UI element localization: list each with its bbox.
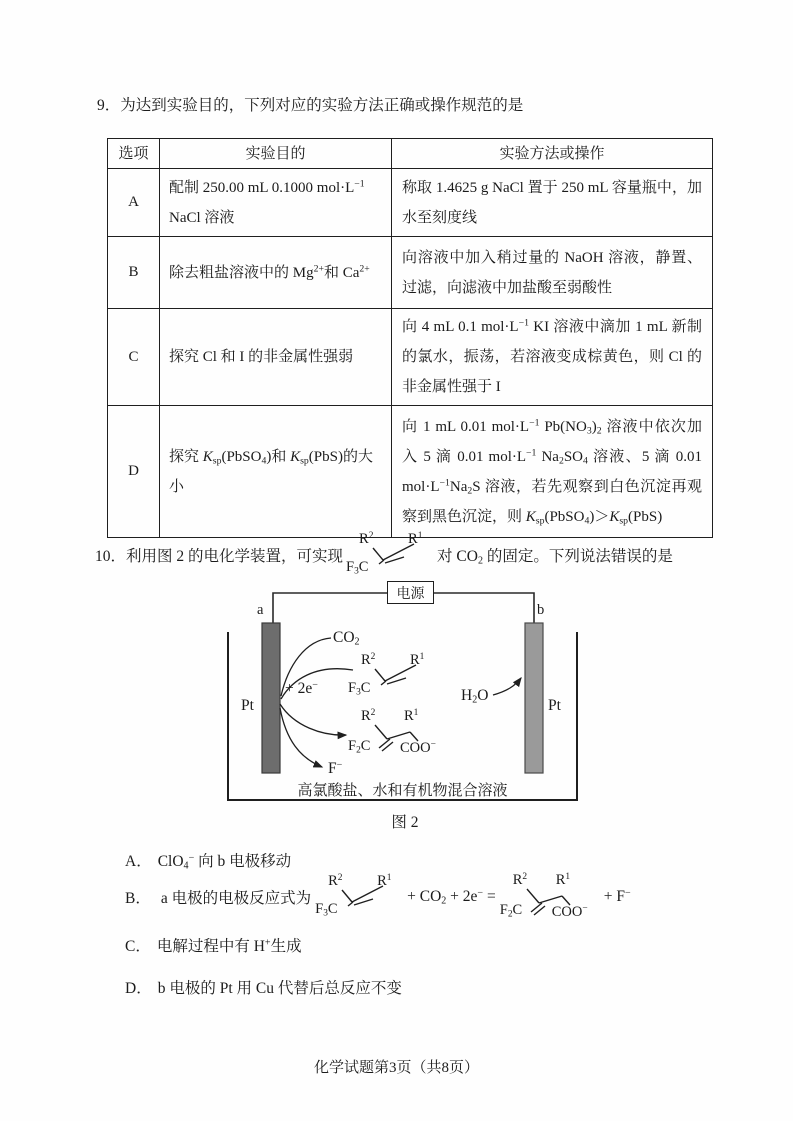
q9-table-header-row [108,139,713,169]
alkene-structure [346,531,434,579]
option-c-text: 电解过程中有 H+生成 [156,937,302,955]
q9-row-d-method: 向 1 mL 0.01 $mol\cdot L^{-1}$ $Pb(NO_3)_2$ 溶液中依次加入 5 滴 0.01 $mol\cdot L^{-1}$ $Na_2SO_4$ 溶液、5 滴 0.01 $mol\cdot L^{-1}Na_2S$ 溶液，若先观察到白色沉淀再观察到黑色沉淀，则 $K_{sp}(PbSO_4)>K_{sp}(PbS)$ [392,406,713,538]
option-b-letter: B． [125,890,151,907]
q10-title [95,531,673,579]
electrode-b-label: b [537,602,545,618]
q9-header-method: 实验方法或操作 [392,139,713,169]
q9-row-a-method: 称取 1.4625 g NaCl 置于 250 mL 容量瓶中，加水至刻度线 [392,169,713,237]
product-coo-label: COO− [551,903,588,920]
product-structure [348,708,448,758]
q9-header-purpose: 实验目的 [160,139,392,169]
alkene-f3c-label: $F_3C$ [348,680,371,698]
water-label: $H_2O$ [461,687,489,706]
option-a-letter: A． [125,853,152,870]
alkene-r2-label: $R^2$ [328,872,343,889]
electrode-a-bar [262,623,280,773]
q9-row-a-option: A [108,169,160,237]
pt-left-label: Pt [241,697,254,714]
option-c-letter: C． [125,938,151,955]
option-a-text: ClO$_4$− 向 b 电极移动 [157,852,292,872]
q10-option-a [125,849,291,871]
q10-title-pre: 10．利用图 2 的电化学装置，可实现 [95,548,344,565]
solution-label: 高氯酸盐、水和有机物混合溶液 [297,783,508,799]
co2-label: $CO_2$ [333,629,360,648]
q9-row-b-method: 向溶液中加入稍过量的 NaOH 溶液，静置、过滤，向滤液中加盐酸至弱酸性 [392,237,713,309]
q9-row-b-option: B [108,237,160,309]
fluoride-label: F− [328,759,343,777]
q9-row-d-purpose: 探究 $K_{sp}(PbSO_4)$和 $K_{sp}(PbS)$的大小 [160,406,392,538]
table-row [108,237,713,309]
product-f2c-label: $F_2C$ [499,902,523,920]
q10-option-c [125,934,302,956]
alkene-r1-label: $R^1$ [408,530,423,547]
alkene-f3c-label: $F_3C$ [346,559,369,577]
alkene-structure [348,652,436,700]
option-d-letter: D． [125,980,152,997]
alkene-structure [315,873,403,921]
alkene-r2-label: $R^2$ [359,530,374,547]
alkene-r2-label: $R^2$ [361,651,376,668]
electrode-b-bar [525,623,543,773]
product-r1-label: $R^1$ [404,707,419,724]
pt-right-label: Pt [548,697,561,714]
option-b-equation-post: + F− [603,887,631,905]
electrode-a-label: a [257,602,264,618]
table-row [108,169,713,237]
alkene-f3c-label: $F_3C$ [315,901,338,919]
table-row [108,406,713,538]
q10-option-b [125,872,631,922]
q9-title: 9．为达到实验目的，下列对应的实验方法正确或操作规范的是 [97,97,524,114]
option-d-text: b 电极的 Pt 用 Cu 代替后总反应不变 [157,980,402,997]
q9-row-c-purpose: 探究 Cl 和 I 的非金属性强弱 [160,309,392,406]
q9-row-c-method: 向 4 mL 0.1 $mol\cdot L^{-1}$ KI 溶液中滴加 1 mL 新制的氯水，振荡，若溶液变成棕黄色，则 Cl 的非金属性强于 I [392,309,713,406]
q9-table [107,138,713,538]
electrochemical-cell-diagram [195,578,615,838]
q9-row-c-option: C [108,309,160,406]
page-footer: 化学试题第3页（共8页） [313,1060,479,1076]
product-r2-label: $R^2$ [512,871,528,888]
q10-title-post: 对 $CO_2$ 的固定。下列说法错误的是 [437,548,673,567]
alkene-r1-label: $R^1$ [410,651,425,668]
q9-row-b-purpose: 除去粗盐溶液中的 $Mg^{2+}$和 $Ca^{2+}$ [160,237,392,309]
q9-row-d-option: D [108,406,160,538]
q9-header-option: 选项 [108,139,160,169]
power-supply-label: 电源 [396,586,425,602]
electrons-label: + 2e− [285,679,318,697]
product-coo-label: COO− [400,739,436,756]
product-f2c-label: $F_2C$ [348,738,371,756]
alkene-r1-label: $R^1$ [377,872,392,889]
product-structure [500,872,600,922]
power-supply-box [387,581,434,604]
product-r2-label: $R^2$ [361,707,376,724]
table-row [108,309,713,406]
q10-option-d [125,976,402,998]
option-b-equation-mid: + $CO_2 + 2e^-$ = [407,887,496,907]
product-r1-label: $R^1$ [555,871,571,888]
option-b-text-pre: a 电极的电极反应式为 [160,890,312,907]
q9-row-a-purpose: 配制 250.00 mL 0.1000 $mol\cdot L^{-1}$ NaCl 溶液 [160,169,392,237]
figure-2-caption: 图 2 [391,814,419,831]
